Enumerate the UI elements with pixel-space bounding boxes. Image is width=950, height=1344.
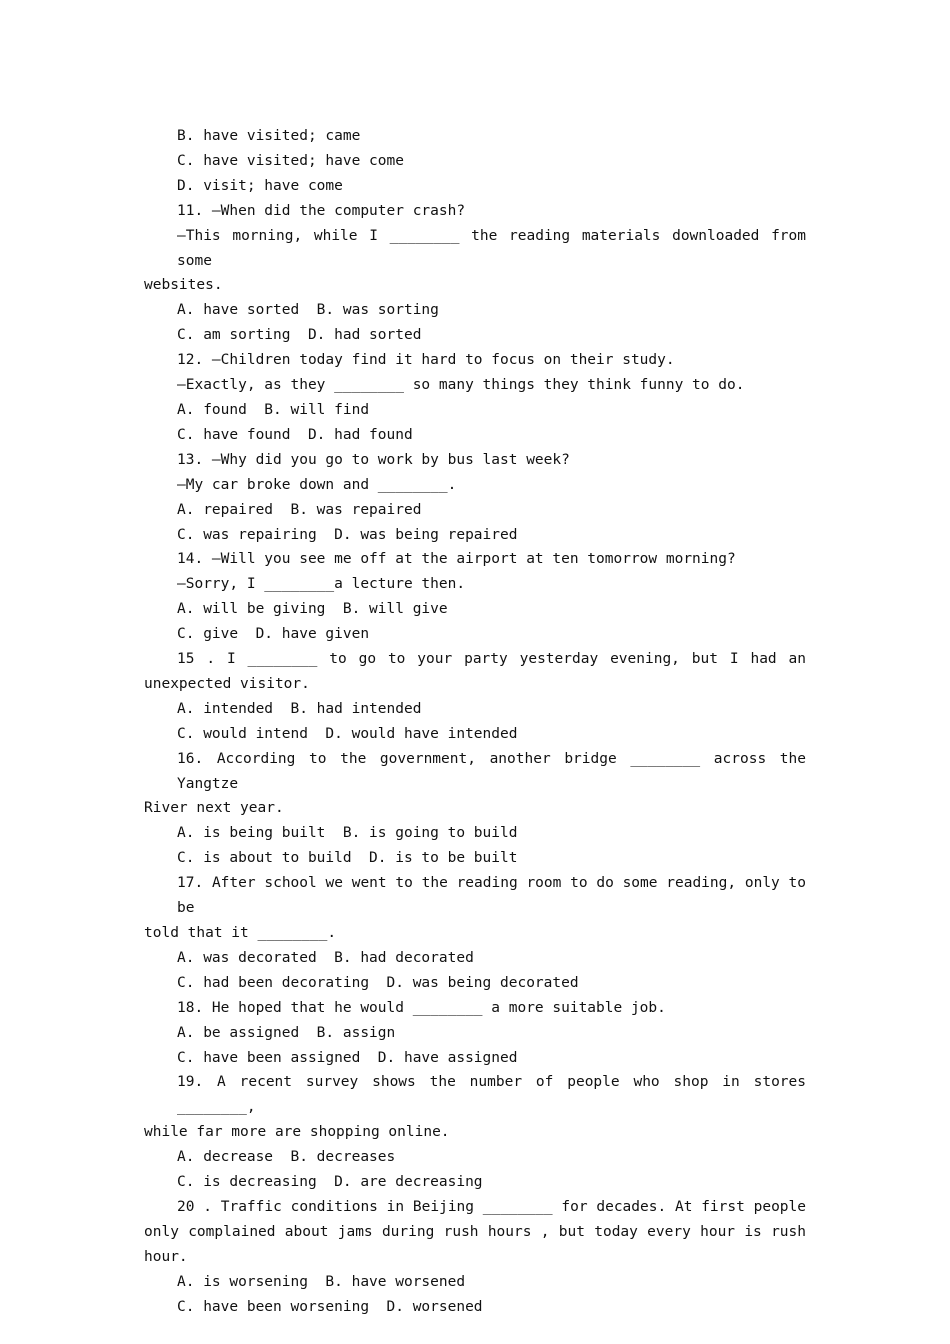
text-line: —This morning, while I ________ the reading materials downloaded from some <box>177 227 806 269</box>
text-line: A. found B. will find <box>177 401 370 418</box>
text-line: A. is worsening B. have worsened <box>177 1273 466 1290</box>
text-line: told that it ________. <box>144 925 337 941</box>
exam-page <box>144 124 806 1320</box>
text-line: 14. —Will you see me off at the airport at ten tomorrow morning? <box>177 551 736 568</box>
text-line: while far more are shopping online. <box>144 1124 450 1141</box>
text-line: C. is about to build D. is to be built <box>177 850 518 867</box>
text-line: B. have visited; came <box>177 128 361 144</box>
text-line: 17. After school we went to the reading room to do some reading, only to be <box>177 875 806 917</box>
text-line: A. decrease B. decreases <box>177 1149 396 1166</box>
text-line: C. have been assigned D. have assigned <box>177 1049 518 1066</box>
text-line: D. visit; have come <box>177 177 343 194</box>
text-line: A. was decorated B. had decorated <box>177 949 474 966</box>
text-line: unexpected visitor. <box>144 675 310 692</box>
text-line: 16. According to the government, another bridge ________ across the Yangtze <box>177 750 806 792</box>
text-line: C. have found D. had found <box>177 426 413 443</box>
text-line: A. intended B. had intended <box>177 700 422 717</box>
text-line: —Exactly, as they ________ so many things they think funny to do. <box>177 377 745 394</box>
text-line: 11. —When did the computer crash? <box>177 202 466 219</box>
text-line: C. is decreasing D. are decreasing <box>177 1174 483 1191</box>
text-line: A. have sorted B. was sorting <box>177 302 439 319</box>
text-line: A. is being built B. is going to build <box>177 825 518 842</box>
text-line: hour. <box>144 1248 188 1265</box>
text-line: A. be assigned B. assign <box>177 1024 396 1041</box>
text-line: websites. <box>144 277 223 294</box>
text-line: 19. A recent survey shows the number of people who shop in stores ________, <box>177 1074 806 1116</box>
text-line: 12. —Children today find it hard to focus on their study. <box>177 352 675 369</box>
text-line: C. would intend D. would have intended <box>177 725 518 742</box>
text-line: C. give D. have given <box>177 626 370 643</box>
text-line: 13. —Why did you go to work by bus last week? <box>177 451 570 468</box>
text-line: only complained about jams during rush hours , but today every hour is rush <box>144 1223 806 1240</box>
text-line: —Sorry, I ________a lecture then. <box>177 576 466 593</box>
text-line: —My car broke down and ________. <box>177 476 457 493</box>
text-line: C. have been worsening D. worsened <box>177 1298 483 1315</box>
text-line: C. am sorting D. had sorted <box>177 327 422 344</box>
text-line: A. repaired B. was repaired <box>177 501 422 518</box>
text-line: 15 . I ________ to go to your party yesterday evening, but I had an <box>177 651 806 668</box>
text-line: 20 . Traffic conditions in Beijing ________ for decades. At first people <box>177 1198 806 1215</box>
text-line: C. have visited; have come <box>177 152 404 169</box>
text-line: A. will be giving B. will give <box>177 601 448 618</box>
text-line: C. had been decorating D. was being decorated <box>177 974 579 991</box>
text-line: River next year. <box>144 800 284 817</box>
text-line: 18. He hoped that he would ________ a more suitable job. <box>177 999 666 1016</box>
text-line: C. was repairing D. was being repaired <box>177 526 518 543</box>
